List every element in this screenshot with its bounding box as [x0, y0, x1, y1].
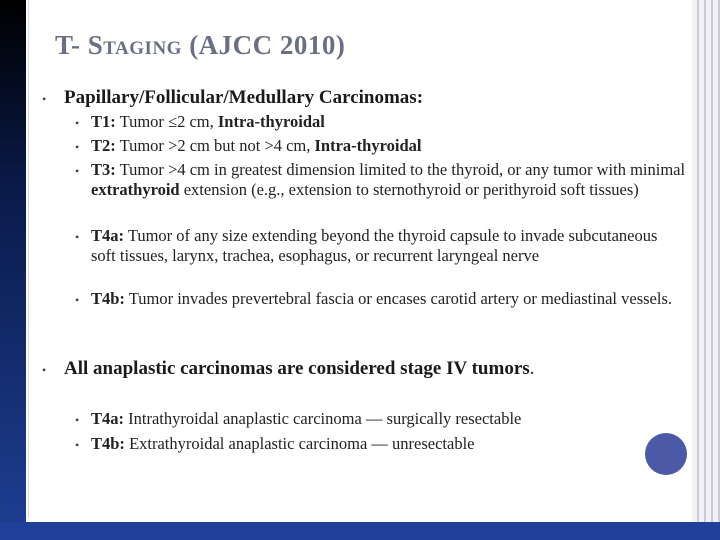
bottom-decorative-band: [0, 522, 720, 540]
item-bold-text: extrathyroid: [91, 180, 180, 199]
bullet-dot: •: [75, 116, 80, 130]
right-decorative-stripes: [692, 0, 720, 522]
item-text: Extrathyroidal anaplastic carcinoma — unresectable: [124, 434, 475, 453]
bullet-dot: •: [75, 140, 80, 154]
item-text: Tumor of any size extending beyond the thyroid capsule to invade subcutaneous soft tissues, larynx, trachea, esophagus, or recurrent laryngeal nerve: [91, 226, 658, 265]
bullet-dot: •: [75, 438, 80, 452]
item-text: Intrathyroidal anaplastic carcinoma — surgically resectable: [124, 409, 522, 428]
section2-heading-period: .: [529, 358, 535, 379]
bullet-dot: •: [42, 92, 47, 106]
item-text: Tumor >2 cm but not >4 cm,: [115, 136, 315, 155]
item-text-end: extension (e.g., extension to sternothyroid or perithyroid soft tissues): [179, 180, 639, 199]
section1-heading: Papillary/Follicular/Medullary Carcinomas:: [64, 87, 424, 108]
item-text: Tumor ≤2 cm,: [115, 112, 218, 131]
bullet-dot: •: [42, 363, 47, 377]
list-item-t3: [91, 160, 686, 200]
item-label: T4b:: [91, 434, 125, 453]
list-item-anaplastic-t4a: [91, 409, 686, 429]
bullet-dot: •: [75, 293, 80, 307]
list-item-t4b: [91, 289, 686, 309]
bullet-dot: •: [75, 413, 80, 427]
slide-title: T- Staging (AJCC 2010): [55, 30, 346, 60]
section2-heading-text: All anaplastic carcinomas are considered stage IV tumors: [64, 358, 530, 379]
list-item-anaplastic-t4b: [91, 434, 686, 454]
item-label: T4a:: [91, 409, 124, 428]
decorative-circle: [645, 433, 687, 475]
item-label: T4b:: [91, 289, 125, 308]
bullet-dot: •: [75, 164, 80, 178]
list-item-t1: [91, 112, 686, 132]
section2-heading: [64, 357, 624, 380]
item-label: T4a:: [91, 226, 124, 245]
item-bold-text: Intra-thyroidal: [217, 112, 325, 131]
item-text: Tumor invades prevertebral fascia or encases carotid artery or mediastinal vessels.: [124, 289, 672, 308]
bullet-dot: •: [75, 230, 80, 244]
item-label: T2:: [91, 136, 116, 155]
item-label: T1:: [91, 112, 116, 131]
item-label: T3:: [91, 160, 116, 179]
item-bold-text: Intra-thyroidal: [314, 136, 422, 155]
list-item-t2: [91, 136, 686, 156]
item-text: Tumor >4 cm in greatest dimension limited to the thyroid, or any tumor with minimal: [115, 160, 686, 179]
left-decorative-band: [0, 0, 26, 540]
list-item-t4a: [91, 226, 686, 266]
